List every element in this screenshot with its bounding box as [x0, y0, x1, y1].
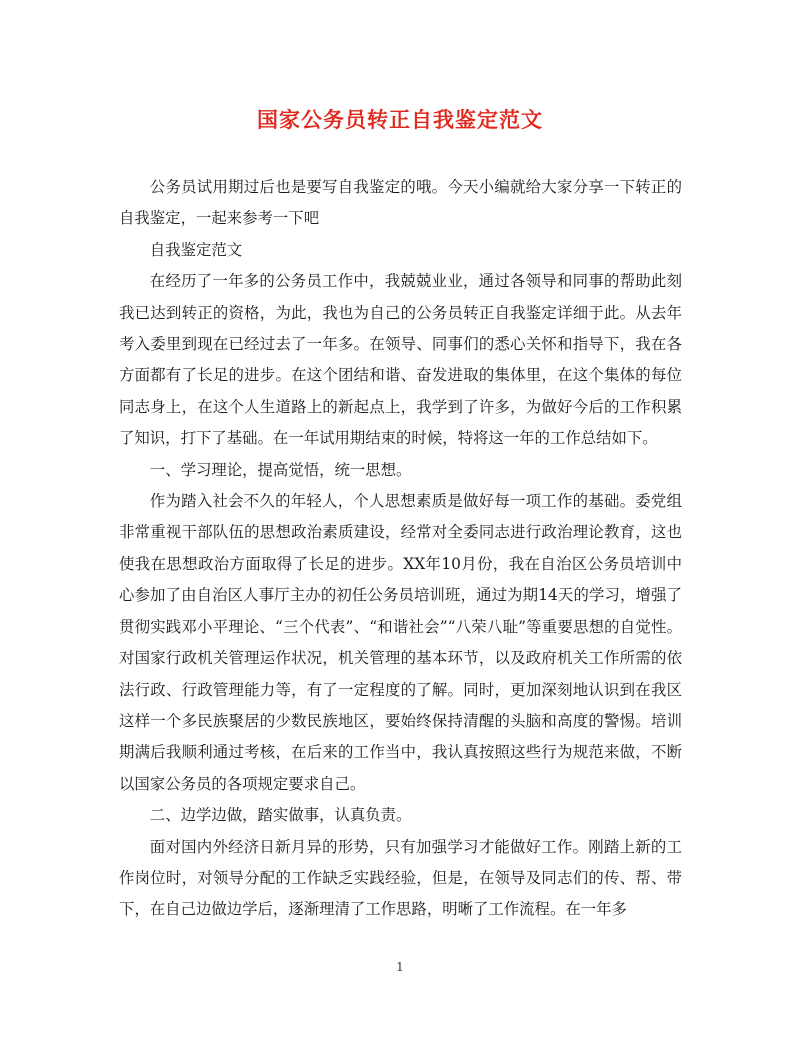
body-paragraph: 面对国内外经济日新月异的形势，只有加强学习才能做好工作。刚踏上新的工作岗位时，对领导分配的工作缺乏实践经验，但是，在领导及同志们的传、帮、带下，在自己边做边学后，逐渐理清了工作思路，明晰了工作流程。在一年多 — [119, 837, 682, 919]
section-heading: 二、边学边做，踏实做事，认真负责。 — [149, 806, 412, 825]
body-paragraph: 作为踏入社会不久的年轻人，个人思想素质是做好每一项工作的基础。委党组非常重视干部队伍的思想政治素质建设，经常对全委同志进行政治理论教育，这也使我在思想政治方面取得了长足的进步。XX年10月份，我在自治区公务员培训中心参加了由自治区人事厅主办的初任公务员培训班，通过为期14天的学习，增强了贯彻实践邓小平理论、“三个代表”、“和谐社会”“八荣八耻”等重要思想的自觉性。对国家行政机关管理运作状况，机关管理的基本环节，以及政府机关工作所需的依法行政、行政管理能力等，有了一定程度的了解。同时，更加深刻地认识到在我区这样一个多民族聚居的少数民族地区，要始终保持清醒的头脑和高度的警惕。培训期满后我顺利通过考核，在后来的工作当中，我认真按照这些行为规范来做，不断以国家公务员的各项规定要求自己。 — [119, 492, 682, 793]
section-label: 自我鉴定范文 — [149, 240, 243, 259]
intro-paragraph: 公务员试用期过后也是要写自我鉴定的哦。今天小编就给大家分享一下转正的自我鉴定，一起来参考一下吧 — [119, 178, 682, 228]
document-body — [119, 172, 682, 926]
document-title: 国家公务员转正自我鉴定范文 — [257, 107, 543, 132]
section-heading: 一、学习理论，提高觉悟，统一思想。 — [149, 460, 412, 479]
page-number: 1 — [396, 960, 404, 974]
body-paragraph: 在经历了一年多的公务员工作中，我兢兢业业，通过各领导和同事的帮助此刻我已达到转正的资格，为此，我也为自己的公务员转正自我鉴定详细于此。从去年考入委里到现在已经过去了一年多。在领导、同事们的悉心关怀和指导下，我在各方面都有了长足的进步。在这个团结和谐、奋发进取的集体里，在这个集体的每位同志身上，在这个人生道路上的新起点上，我学到了许多，为做好今后的工作积累了知识，打下了基础。在一年试用期结束的时候，特将这一年的工作总结如下。 — [119, 272, 682, 448]
